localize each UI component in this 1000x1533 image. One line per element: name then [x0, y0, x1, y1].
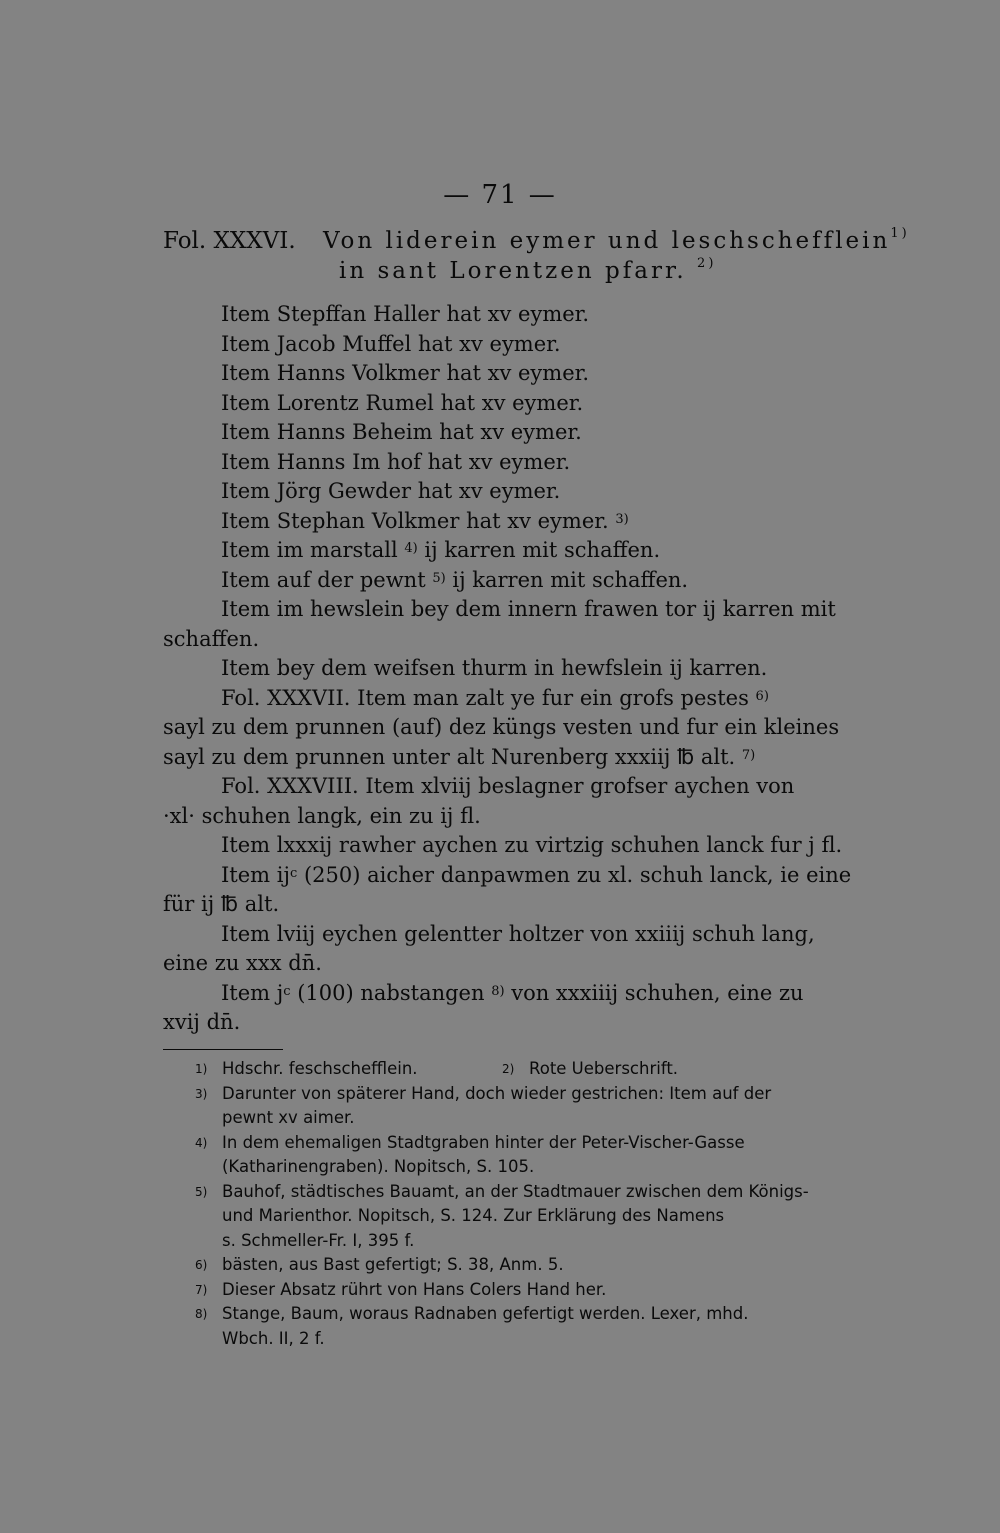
footnote-ref: 7)	[741, 747, 756, 763]
footnote-ref: 8)	[491, 983, 505, 999]
footnote-ref: 6)	[755, 688, 769, 704]
page-number: — 71 —	[443, 180, 557, 210]
text-line: Item Jacob Muffel hat xv eymer.	[221, 331, 561, 356]
footnote-ref: 4)	[404, 541, 418, 556]
footnote-2: 2) Rote Ueberschrift.	[502, 1059, 679, 1078]
text-line: Item Hanns Im hof hat xv eymer.	[221, 449, 571, 474]
footnote-4: 4) In dem ehemaligen Stadtgraben hinter der Peter-Vischer-Gasse (Katharinengraben). Nopitsch, S. 105.	[195, 1132, 745, 1176]
superscript: c	[289, 865, 298, 881]
footnote-1: 1) Hdschr. feschschefflein.	[195, 1059, 418, 1078]
text-line: Item Stepffan Haller hat xv eymer.	[221, 302, 590, 326]
footnote-3: 3) Darunter von späterer Hand, doch wieder gestrichen: Item auf der pewnt xv aimer.	[195, 1083, 772, 1127]
text-line: Item Lorentz Rumel hat xv eymer.	[221, 390, 584, 415]
text-line: Fol. XXXVII. Item man zalt ye fur ein grofs pestes $^{6)}$	[221, 685, 769, 710]
text-line: xvij dn̄.	[163, 1010, 241, 1034]
text-line: schaffen.	[163, 626, 260, 651]
footnote-ref: 3)	[615, 511, 629, 527]
footnotes	[195, 1057, 837, 1351]
text-line: Item Stephan Volkmer hat xv eymer. $^{3)}$	[221, 508, 629, 533]
superscript: c	[283, 983, 291, 999]
text-line: ·xl· schuhen langk, ein zu ij fl.	[163, 803, 481, 828]
text-line: Item lviij eychen gelentter holtzer von xxiiij schuh lang,	[221, 921, 815, 946]
footnote-5: 5) Bauhof, städtisches Bauamt, an der Stadtmauer zwischen dem Königs- und Marienthor. Nopitsch, S. 124. Zur Erklärung des Namens s. Schmeller-Fr. I, 395 f.	[195, 1181, 809, 1250]
footnote-ref: 5)	[432, 570, 446, 586]
text-line: für ij ℔ alt.	[163, 892, 280, 916]
footnote-7: 7) Dieser Absatz rührt von Hans Colers Hand her.	[195, 1279, 607, 1299]
text-line: Item Hanns Beheim hat xv eymer.	[221, 420, 582, 444]
text-line: Item $ij^c$ (250) aicher danpawmen zu xl. schuh lanck, ie eine	[221, 862, 852, 887]
text-line: Item Jörg Gewder hat xv eymer.	[221, 479, 561, 503]
footnote-8: 8) Stange, Baum, woraus Radnaben gefertigt werden. Lexer, mhd. Wbch. II, 2 f.	[195, 1304, 749, 1348]
footnote-divider	[163, 1049, 283, 1050]
text-line: Item auf der pewnt $^{5)}$ ij karren mit schaffen.	[221, 567, 689, 592]
footnote-ref: 1)	[890, 226, 910, 241]
footnote-6: 6) bästen, aus Bast gefertigt; S. 38, Anm. 5.	[195, 1255, 564, 1274]
section-title-line-1: Von liderein eymer und leschschefflein$^{1)}$	[323, 226, 910, 254]
text-line: Item im hewslein bey dem innern frawen tor ij karren mit	[221, 597, 836, 621]
text-line: sayl zu dem prunnen (auf) dez küngs vesten und fur ein kleines	[163, 715, 840, 739]
main-text	[163, 300, 852, 1038]
footnote-row	[195, 1057, 837, 1082]
text-line: Item bey dem weifsen thurm in hewfslein ij karren.	[221, 656, 768, 680]
section-title-line-2: in sant Lorentzen pfarr. $^{2)}$	[339, 256, 717, 284]
text-line: Item lxxxij rawher aychen zu virtzig schuhen lanck fur j fl.	[221, 833, 843, 857]
text-line: Item Hanns Volkmer hat xv eymer.	[221, 361, 590, 385]
text-line: Fol. XXXVIII. Item xlviij beslagner grofser aychen von	[221, 774, 795, 798]
footnote-ref: 2)	[697, 256, 717, 271]
text-line: sayl zu dem prunnen unter alt Nurenberg xxxiij ℔ alt. $^{7)}$	[163, 744, 756, 769]
text-line: Item im marstall $^{4)}$ ij karren mit schaffen.	[221, 538, 661, 562]
text-line: Item $j^c$ (100) nabstangen $^{8)}$ von xxxiiij schuhen, eine zu	[221, 980, 804, 1005]
folio-reference: Fol. XXXVI.	[163, 228, 296, 254]
text-line: eine zu xxx dn̄.	[163, 951, 322, 975]
